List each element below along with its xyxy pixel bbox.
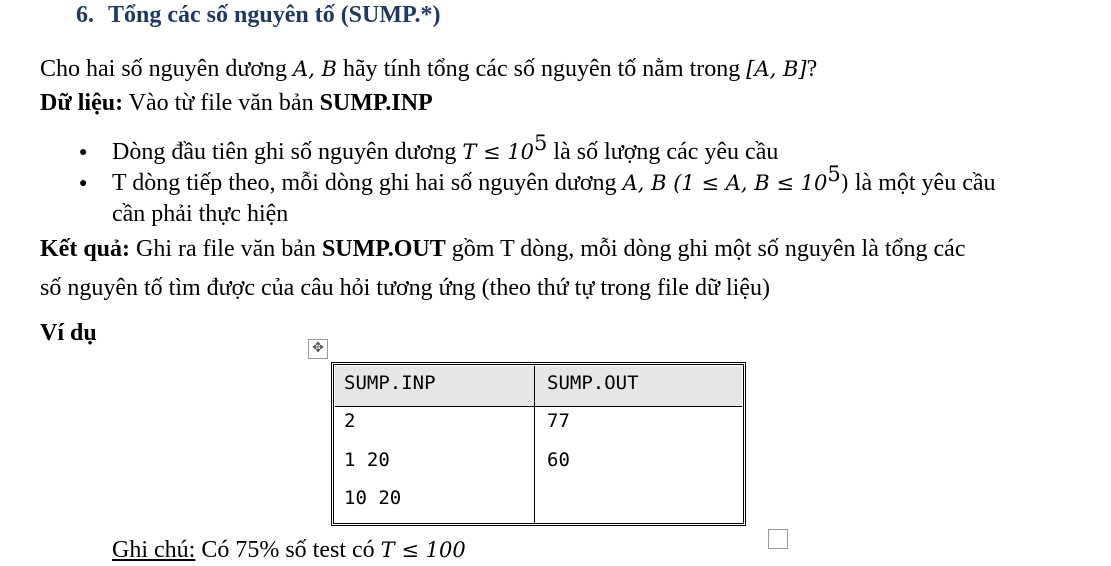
example-label: Ví dụ	[40, 320, 97, 346]
output-file-name: SUMP.OUT	[321, 236, 446, 262]
table-column-divider	[534, 366, 535, 523]
bullet-icon: ●	[79, 145, 88, 160]
table-cell-output: 60	[547, 449, 570, 471]
move-handle-icon[interactable]: ✥	[308, 339, 328, 359]
input-file-name: SUMP.INP	[319, 90, 433, 116]
math-vars: A, B	[293, 57, 337, 81]
list-item-continuation: cần phải thực hiện	[112, 201, 289, 227]
table-cell-input: 10 20	[344, 487, 402, 509]
table-cell-output: 77	[547, 410, 570, 432]
table-header-output: SUMP.OUT	[547, 372, 639, 394]
note: Ghi chú: Có 75% số test có T ≤ 100	[112, 537, 466, 563]
table-header-input: SUMP.INP	[344, 372, 436, 394]
input-section: Dữ liệu: Vào từ file văn bản SUMP.INP	[40, 90, 433, 116]
intro-paragraph: Cho hai số nguyên dương A, B hãy tính tổng các số nguyên tố nằm trong [A, B]?	[40, 56, 818, 82]
example-table	[332, 363, 744, 525]
list-item: T dòng tiếp theo, mỗi dòng ghi hai số nguyên dương A, B (1 ≤ A, $B \le 10^5$) là một yêu cầu	[112, 162, 996, 196]
bullet-icon: ●	[79, 176, 88, 191]
output-section-line2: số nguyên tố tìm được của câu hỏi tương ứng (theo thứ tự trong file dữ liệu)	[40, 275, 770, 301]
input-label: Dữ liệu:	[40, 90, 124, 116]
output-section: Kết quả: Ghi ra file văn bản SUMP.OUT gồm T dòng, mỗi dòng ghi một số nguyên là tổng các	[40, 236, 966, 262]
section-heading	[76, 2, 440, 29]
list-item: Dòng đầu tiên ghi số nguyên dương $T \le 10^5$ là số lượng các yêu cầu	[112, 131, 779, 165]
table-cell-input: 2	[344, 410, 356, 432]
table-cell-input: 1 20	[344, 449, 390, 471]
output-label: Kết quả:	[40, 236, 130, 262]
note-math: T ≤ 100	[380, 538, 466, 562]
note-label: Ghi chú:	[112, 537, 196, 563]
section-number: 6.	[76, 2, 94, 28]
table-resize-handle-icon[interactable]	[768, 529, 788, 549]
math-range: [A, B]	[746, 57, 807, 81]
section-title: Tổng các số nguyên tố (SUMP.*)	[108, 2, 441, 28]
